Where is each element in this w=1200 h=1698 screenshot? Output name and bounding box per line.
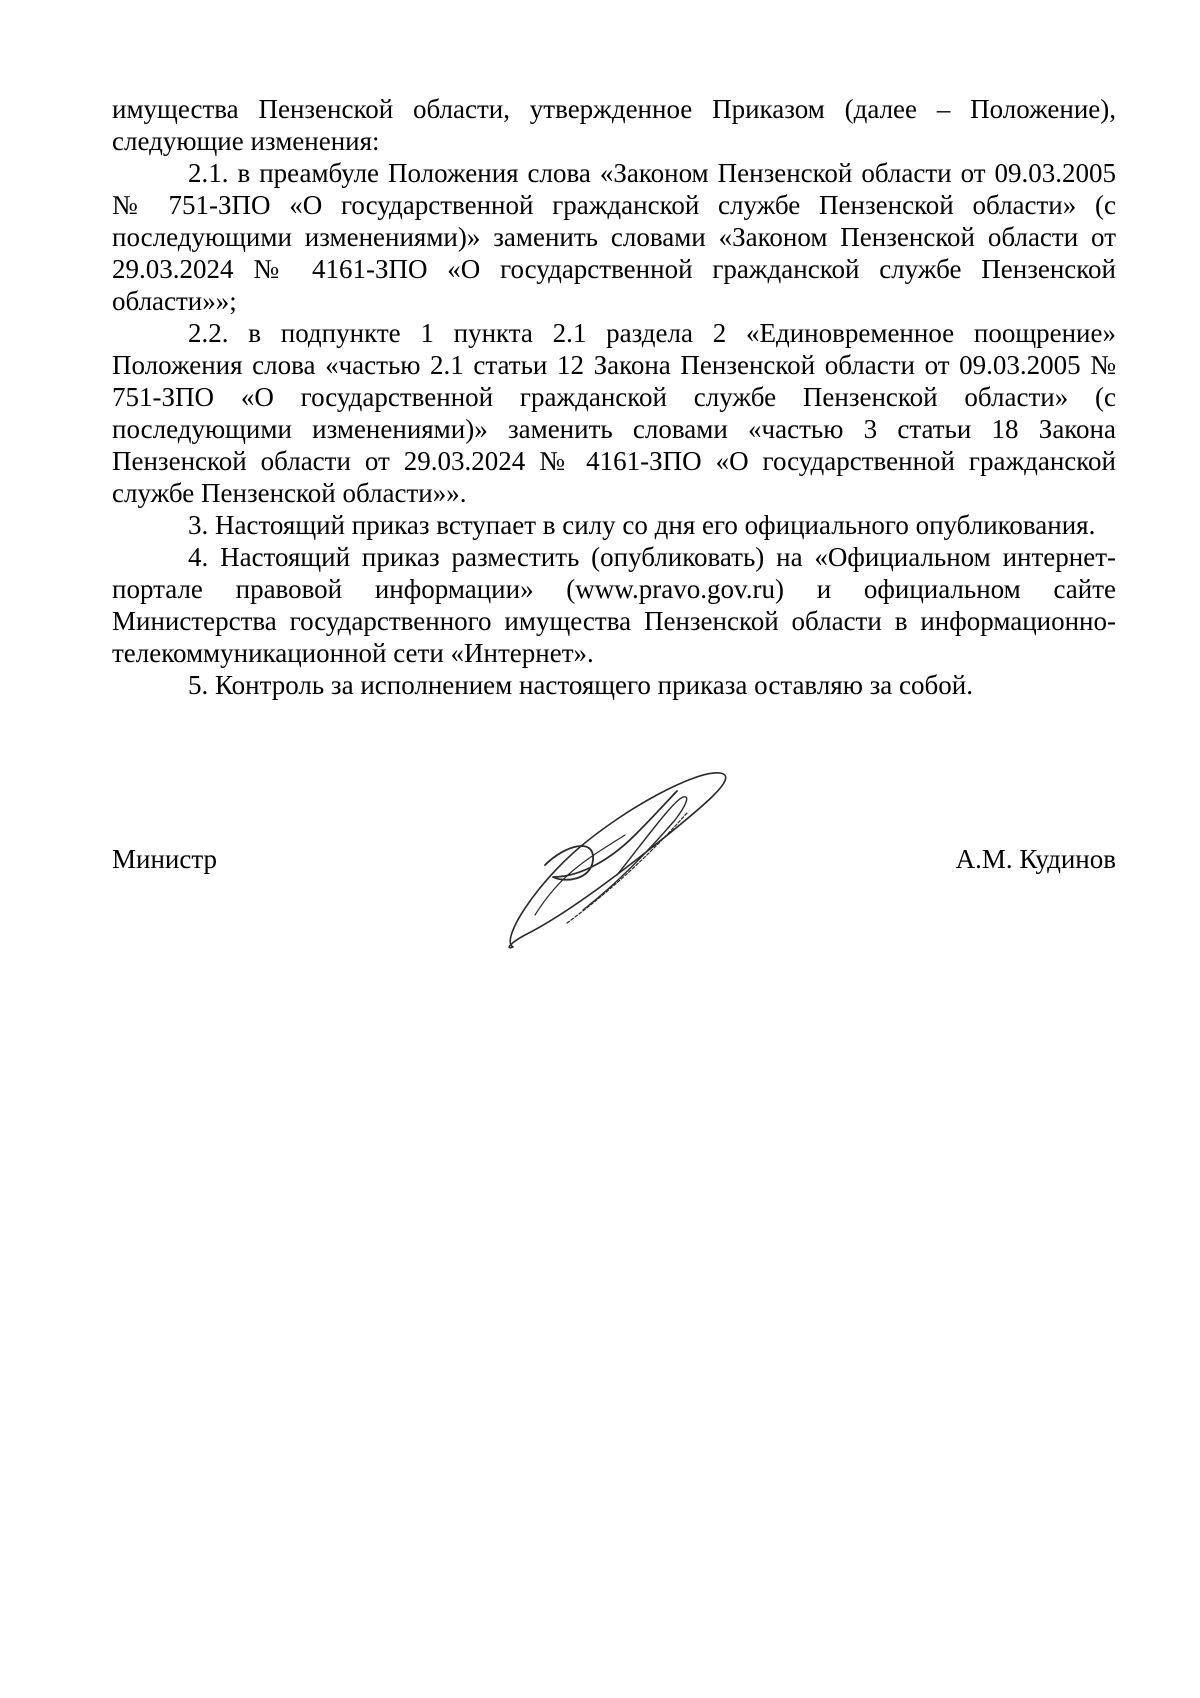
signature-dotted-stroke	[567, 813, 687, 923]
paragraph-3: 3. Настоящий приказ вступает в силу со дня его официального опубликования.	[188, 510, 1096, 540]
signer-title: Министр	[112, 844, 217, 874]
paragraph-4: 4. Настоящий приказ разместить (опубликовать) на «Официальном интернет-портале правовой информации» (www.pravo.gov.ru) и официальном сайте Министерства государственного имущества Пензенской области в информационно-телекоммуникационной сети «Интернет».	[112, 542, 1116, 668]
paragraph-intro-continuation: имущества Пензенской области, утвержденное Приказом (далее – Положение), следующие изменения:	[112, 94, 1116, 156]
paragraph-2-1: 2.1. в преамбуле Положения слова «Законом Пензенской области от 09.03.2005 № 751-ЗПО «О государственной гражданской службе Пензенской области» (с последующими изменениями)» заменить словами «Законом Пензенской области от 29.03.2024 № 4161-ЗПО «О государственной гражданской службе Пензенской области»»;	[112, 158, 1116, 316]
signature-hatch-stroke	[583, 797, 687, 910]
signature-outer-loop	[509, 773, 726, 948]
paragraph-2-2: 2.2. в подпункте 1 пункта 2.1 раздела 2 «Единовременное поощрение» Положения слова «частью 2.1 статьи 12 Закона Пензенской области от 09.03.2005 № 751-ЗПО «О государственной гражданской службе Пензенской области» (с последующими изменениями)» заменить словами «частью 3 статьи 18 Закона Пензенской области от 29.03.2024 № 4161-ЗПО «О государственной гражданской службе Пензенской области»».	[112, 318, 1116, 508]
handwritten-signature	[505, 765, 735, 955]
signer-name: А.М. Кудинов	[955, 844, 1116, 874]
signature-strokes	[509, 773, 726, 948]
signature-inner-loop	[545, 791, 677, 880]
document-body	[112, 93, 1116, 701]
paragraph-5: 5. Контроль за исполнением настоящего приказа оставляю за собой.	[188, 670, 973, 700]
